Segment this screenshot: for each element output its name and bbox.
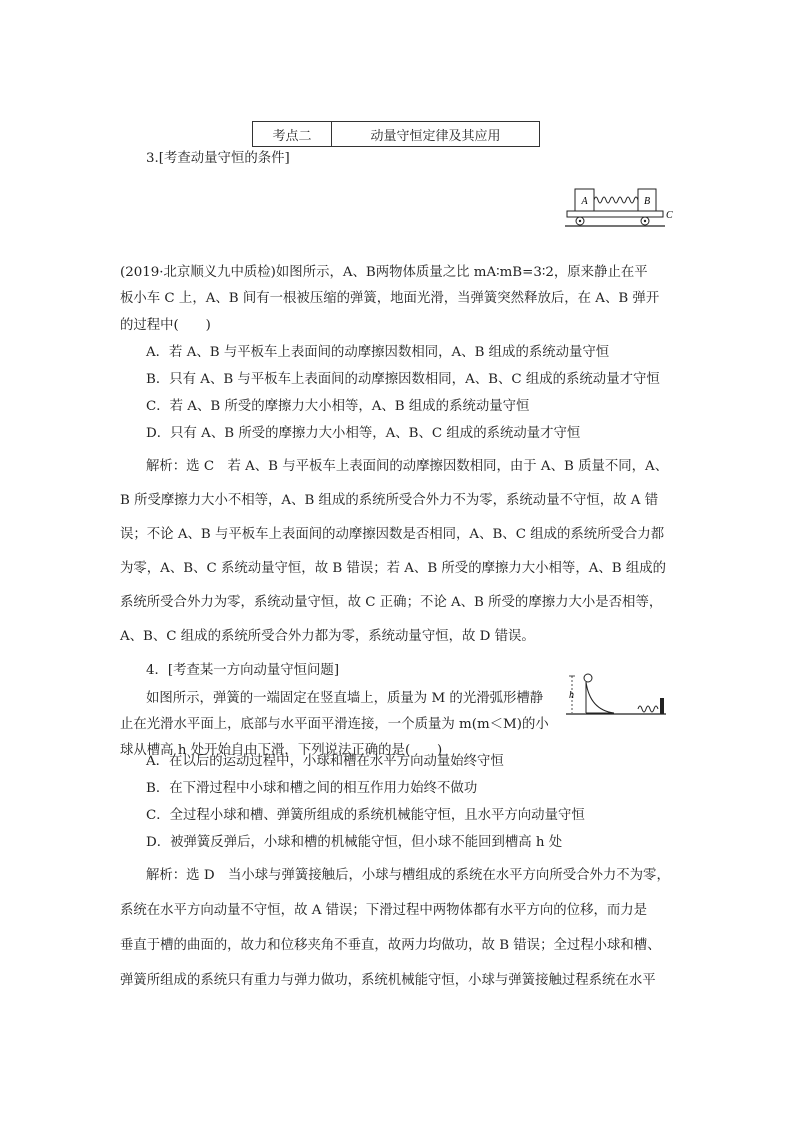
q4-stem-1: 如图所示，弹簧的一端固定在竖直墙上，质量为 M 的光滑弧形槽静 [146, 691, 544, 706]
section-title: 动量守恒定律及其应用 [370, 128, 501, 144]
q3-option-b: B．只有 A、B 与平板车上表面间的动摩擦因数相同，A、B、C 组成的系统动量才守恒 [146, 372, 660, 387]
q3-fig-label-b: B [643, 196, 651, 207]
q4-option-b: B．在下滑过程中小球和槽之间的相互作用力始终不做功 [146, 781, 478, 796]
q4-ball [584, 674, 592, 682]
q4-spring [638, 706, 658, 712]
q3-solution-6: A、B、C 组成的系统所受合外力都为零，系统动量守恒，故 D 错误。 [120, 629, 535, 644]
q4-solution-1: 解析：选 D 当小球与弹簧接触后，小球与槽组成的系统在水平方向所受合外力不为零， [146, 868, 670, 883]
q3-fig-label-c: C [666, 210, 673, 221]
q3-solution-1: 解析：选 C 若 A、B 与平板车上表面间的动摩擦因数相同，由于 A、B 质量不同，A、 [146, 459, 669, 474]
q4-solution-4: 弹簧所组成的系统只有重力与弹力做功，系统机械能守恒，小球与弹簧接触过程系统在水平 [120, 973, 656, 988]
q4-stem-3: 球从槽高 h 处开始自由下滑，下列说法正确的是( ) [120, 743, 443, 758]
q4-groove [586, 682, 614, 713]
section-number: 考点二 [253, 122, 332, 146]
q4-option-a: A．在以后的运动过程中，小球和槽在水平方向动量始终守恒 [146, 754, 504, 769]
q3-stem-2: 板小车 C 上，A、B 间有一根被压缩的弹簧，地面光滑，当弹簧突然释放后，在 A、B 弹开 [120, 291, 660, 306]
q4-tag: 4．[考查某一方向动量守恒问题] [146, 663, 340, 678]
q3-solution-2: B 所受摩擦力大小不相等，A、B 组成的系统所受合外力不为零，系统动量不守恒，故 A 错 [120, 493, 659, 508]
q4-option-d: D．被弹簧反弹后，小球和槽的机械能守恒，但小球不能回到槽高 h 处 [146, 835, 563, 850]
q4-solution-2: 系统在水平方向动量不守恒，故 A 错误；下滑过程中两物体都有水平方向的位移，而力是 [120, 903, 648, 918]
q4-solution-3: 垂直于槽的曲面的，故力和位移夹角不垂直，故两力均做功，故 B 错误；全过程小球和槽、 [120, 938, 661, 953]
section-header-table [252, 121, 540, 147]
q4-stem-2: 止在光滑水平面上，底部与水平面平滑连接，一个质量为 m(m＜M)的小 [120, 717, 549, 732]
q3-solution-5: 系统所受合外力为零，系统动量守恒，故 C 正确；不论 A、B 所受的摩擦力大小是否相等， [120, 595, 663, 610]
q3-solution-3: 误；不论 A、B 与平板车上表面间的动摩擦因数是否相同，A、B、C 组成的系统所受合力都 [120, 527, 665, 542]
q3-option-c: C．若 A、B 所受的摩擦力大小相等，A、B 组成的系统动量守恒 [146, 399, 530, 414]
q4-option-c: C．全过程小球和槽、弹簧所组成的系统机械能守恒，且水平方向动量守恒 [146, 808, 585, 823]
q3-option-d: D．只有 A、B 所受的摩擦力大小相等，A、B、C 组成的系统动量才守恒 [146, 426, 581, 441]
q4-wall [660, 698, 664, 714]
q3-cart-figure [565, 184, 675, 230]
q4-fig-label-h: h [569, 690, 574, 701]
q3-option-a: A．若 A、B 与平板车上表面间的动摩擦因数相同，A、B 组成的系统动量守恒 [146, 345, 610, 360]
q3-tag: 3.[考查动量守恒的条件] [146, 151, 290, 166]
q3-solution-4: 为零，A、B、C 系统动量守恒，故 B 错误；若 A、B 所受的摩擦力大小相等，A、B 组成的 [120, 561, 667, 576]
q3-spring [594, 197, 638, 203]
q3-stem-3: 的过程中( ) [120, 318, 211, 333]
q3-stem-1: (2019·北京顺义九中质检)如图所示，A、B两物体质量之比 mA∶mB=3∶2，原来静止在平 [120, 265, 648, 280]
q4-groove-figure [566, 672, 670, 720]
q3-fig-label-a: A [581, 196, 588, 207]
q3-cart-body [567, 211, 663, 217]
